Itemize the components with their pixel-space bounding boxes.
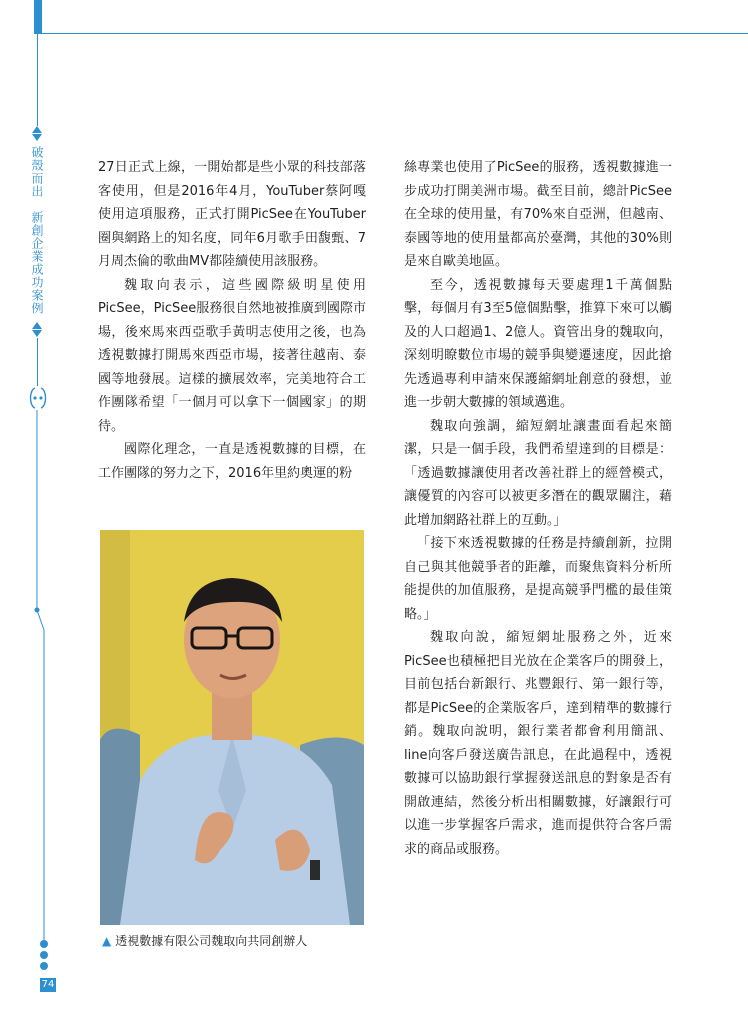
caption-text: 透視數據有限公司魏取向共同創辦人	[115, 934, 308, 948]
sidebar-triangle-down-icon	[32, 134, 42, 141]
sidebar-dot-2	[40, 951, 48, 959]
sidebar-triangle-up-icon-2	[32, 322, 42, 329]
sidebar-section-title: 破殼而出 新創企業成功案例	[30, 146, 44, 315]
paragraph: 「接下來透視數據的任務是持續創新，拉開自己與其他競爭者的距離，而聚焦資料分析所能提供的加值服務，是提高競爭門檻的最佳策略。」	[404, 536, 672, 622]
paragraph: 魏取向強調，縮短網址讓畫面看起來簡潔，只是一個手段，我們希望達到的目標是：「透過數據讓使用者改善社群上的經營模式，讓優質的內容可以被更多潛在的觀眾關注，藉此增加網路社群上的互動。」	[404, 418, 672, 528]
sidebar-bracket-ring-icon	[27, 386, 49, 410]
paragraph: 魏取向說，縮短網址服務之外，近來PicSee也積極把目光放在企業客戶的開發上，目前包括台新銀行、兆豐銀行、第一銀行等，都是PicSee的企業版客戶，達到精準的數據行銷。魏取向說明，銀行業者都會利用簡訊、line向客戶發送廣告訊息，在此過程中，透視數據可以協助銀行掌握發送訊息的對象是否有開啟連結，然後分析出相關數據，好讓銀行可以進一步掌握客戶需求，進而提供符合客戶需求的商品或服務。	[404, 630, 672, 857]
paragraph: 至今，透視數據每天要處理1千萬個點擊，每個月有3至5億個點擊，推算下來可以觸及的人口超過1、2億人。資管出身的魏取向，深刻明瞭數位市場的競爭與變遷速度，因此搶先透過專利申請來保護縮網址創意的發想，並進一步朝大數據的領域邁進。	[404, 277, 672, 410]
sidebar-line-mid	[37, 338, 38, 386]
sidebar-line-lower	[30, 410, 50, 940]
paragraph: 絲專業也使用了PicSee的服務，透視數據進一步成功打開美洲市場。截至目前，總計PicSee在全球的使用量，有70%來自亞洲，但越南、泰國等地的使用量都高於臺灣，其他的30%則是來自歐美地區。	[404, 160, 672, 269]
sidebar-dot-1	[40, 940, 48, 948]
photo-caption	[102, 932, 307, 949]
sidebar-dot-3	[40, 962, 48, 970]
founder-photo-illustration	[100, 530, 364, 925]
paragraph: 國際化理念，一直是透視數據的目標，在工作團隊的努力之下，2016年里約奧運的粉	[98, 442, 366, 481]
founder-photo	[100, 530, 364, 925]
header-accent-block	[34, 0, 42, 34]
paragraph: 魏取向表示，這些國際級明星使用PicSee，PicSee服務很自然地被推廣到國際市場，後來馬來西亞歌手黃明志使用之後，也為透視數據打開馬來西亞市場，接著往越南、泰國等地發展。這樣的擴展效率，完美地符合工作團隊希望「一個月可以拿下一個國家」的期待。	[98, 277, 366, 434]
article-right-column	[404, 156, 672, 861]
caption-triangle-icon: ▲	[102, 934, 112, 948]
header-rule	[42, 33, 748, 34]
page-number: 74	[41, 979, 55, 990]
paragraph: 27日正式上線，一開始都是些小眾的科技部落客使用，但是2016年4月，YouTuber蔡阿嘎使用這項服務，正式打開PicSee在YouTuber圈與網路上的知名度，同年6月歌手田馥甄、7月周杰倫的歌曲MV都陸續使用該服務。	[98, 160, 366, 269]
sidebar-triangle-up-icon	[32, 126, 42, 133]
sidebar-triangle-down-icon-2	[32, 330, 42, 337]
sidebar-line-top	[37, 34, 38, 126]
article-left-column	[98, 156, 366, 485]
